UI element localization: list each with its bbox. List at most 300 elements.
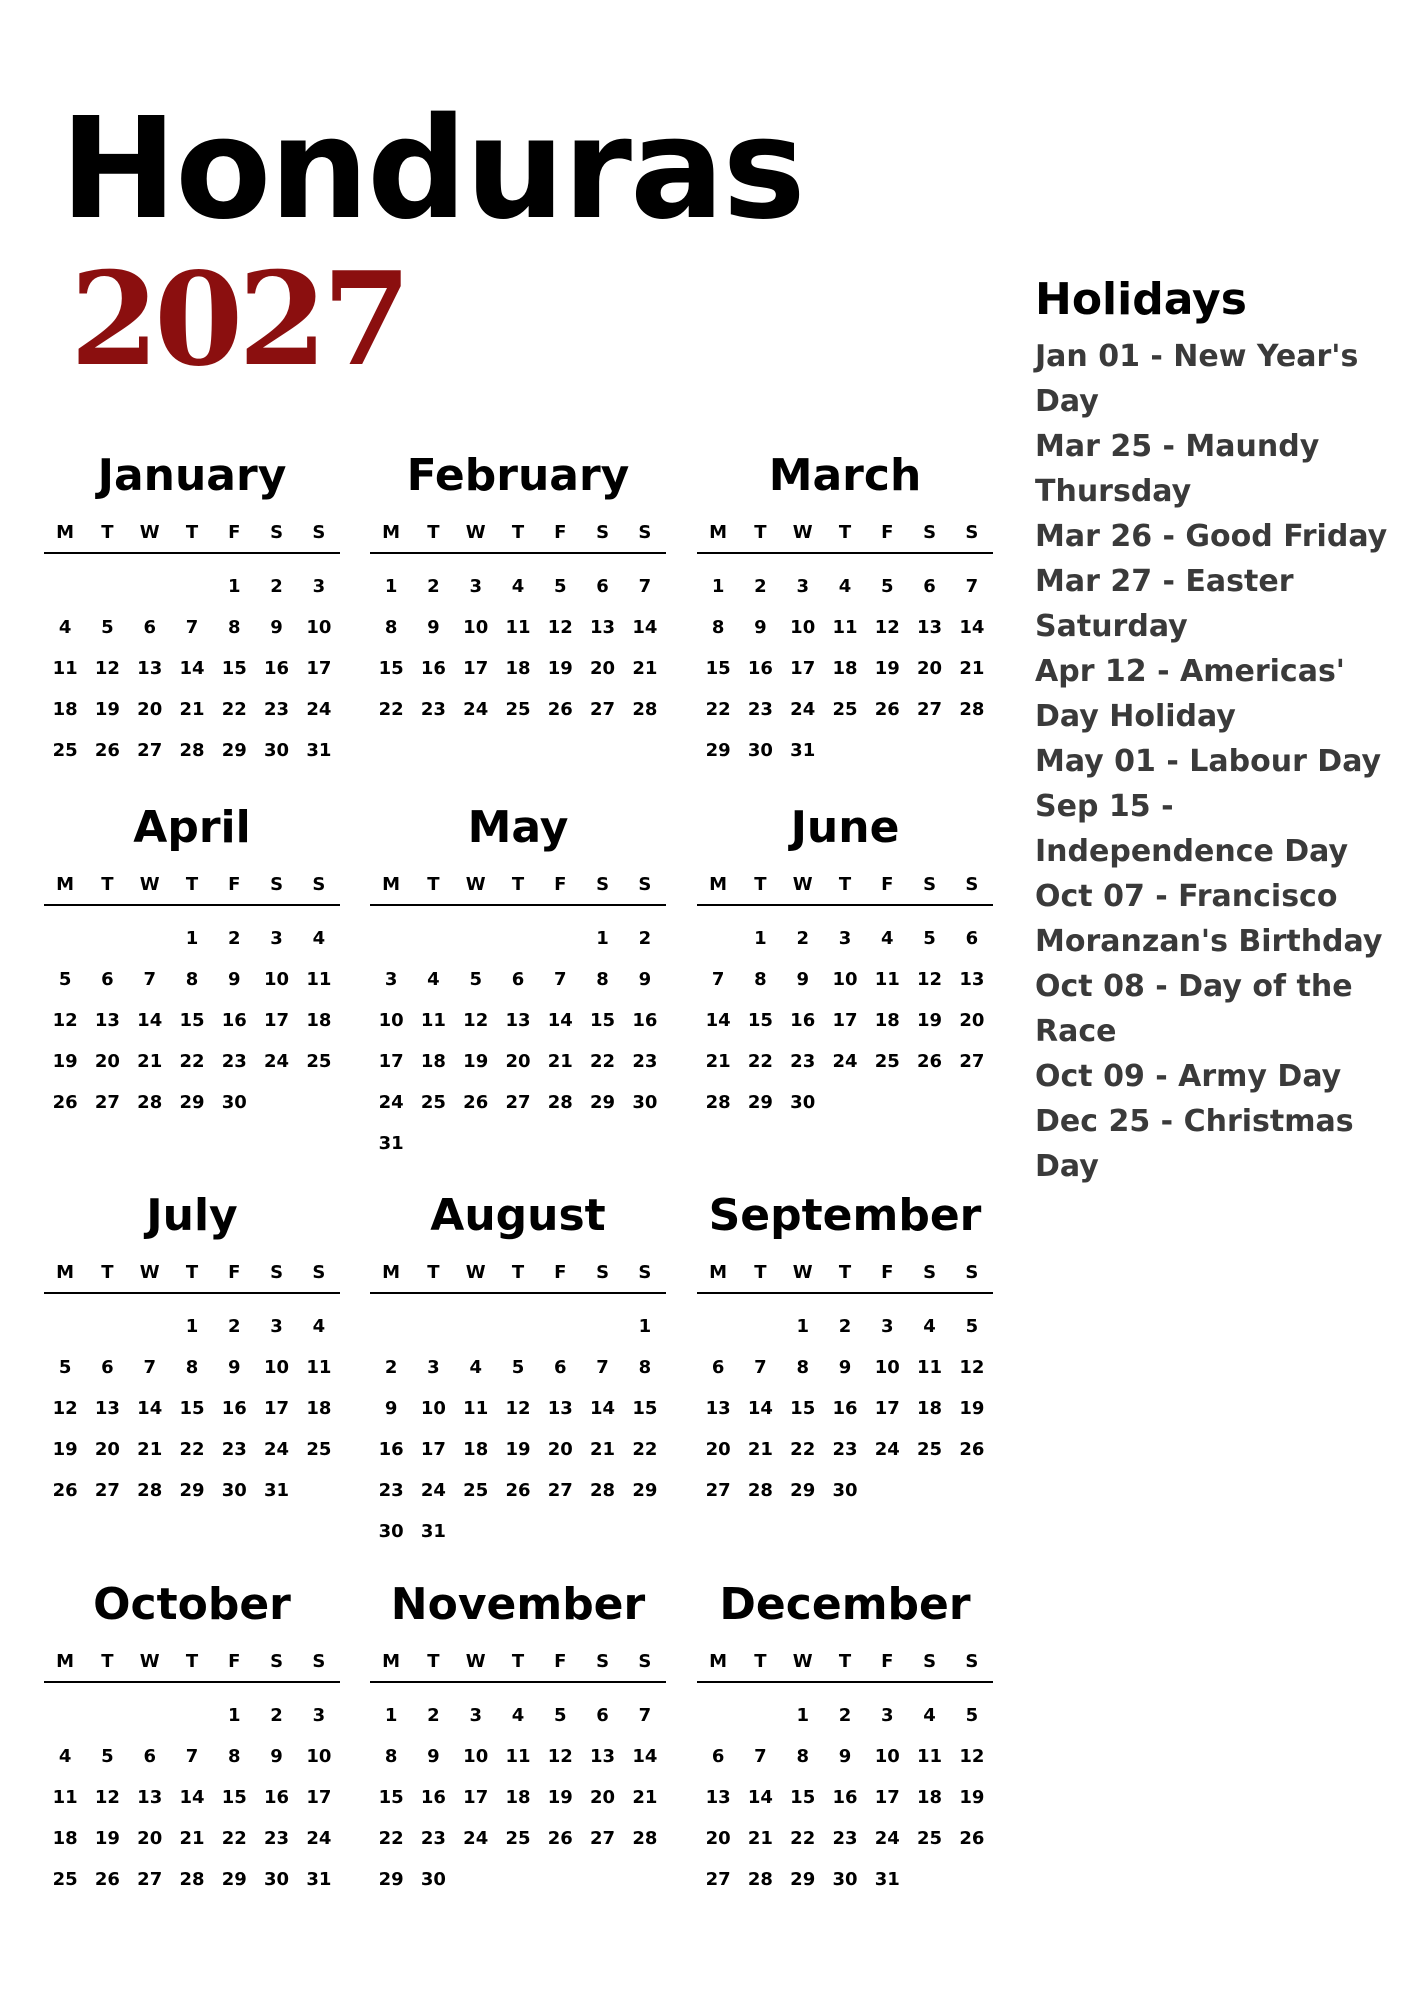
- day-cell: 31: [306, 1869, 332, 1890]
- weekday-label: M: [709, 1651, 728, 1672]
- day-cell: 17: [420, 1439, 446, 1460]
- day-cell: 9: [638, 969, 652, 990]
- day-cell: 24: [832, 1051, 858, 1072]
- day-cell: 13: [590, 1746, 616, 1767]
- day-cell: 23: [832, 1828, 858, 1849]
- month-name: January: [97, 450, 287, 501]
- weekday-label: W: [465, 1262, 486, 1283]
- day-cell: 13: [137, 658, 163, 679]
- day-cell: 25: [52, 740, 78, 761]
- weekday-label: S: [312, 1262, 326, 1283]
- holiday-item: May 01 - Labour Day: [1035, 744, 1382, 779]
- month-name: April: [133, 802, 251, 853]
- day-cell: 4: [923, 1705, 936, 1726]
- weekday-label: S: [270, 874, 284, 895]
- day-cell: 23: [264, 1828, 290, 1849]
- day-cell: 12: [917, 969, 943, 990]
- day-cell: 26: [52, 1480, 78, 1501]
- day-cell: 24: [420, 1480, 446, 1501]
- day-cell: 15: [221, 658, 247, 679]
- day-cell: 8: [796, 1357, 809, 1378]
- day-cell: 23: [378, 1480, 404, 1501]
- day-cell: 29: [705, 740, 731, 761]
- day-cell: 13: [94, 1010, 120, 1031]
- day-cell: 30: [747, 740, 773, 761]
- month-december: [697, 1577, 993, 1900]
- weekday-label: F: [228, 874, 241, 895]
- weekday-label: S: [923, 874, 937, 895]
- day-cell: 13: [705, 1787, 731, 1808]
- day-cell: 14: [747, 1398, 773, 1419]
- day-cell: 22: [378, 699, 404, 720]
- day-cell: 30: [420, 1869, 446, 1890]
- day-cell: 3: [469, 576, 482, 597]
- days-grid: [44, 918, 340, 1123]
- day-cell: 13: [705, 1398, 731, 1419]
- day-cell: 26: [917, 1051, 943, 1072]
- day-cell: 25: [52, 1869, 78, 1890]
- day-cell: 4: [511, 1705, 525, 1726]
- day-cell: 3: [312, 1705, 326, 1726]
- day-cell: 20: [137, 1828, 163, 1849]
- day-cell: 6: [143, 1746, 156, 1767]
- empty-day-cell: [370, 918, 412, 959]
- weekday-label: T: [101, 1262, 114, 1283]
- day-cell: 18: [52, 699, 78, 720]
- day-cell: 3: [312, 576, 326, 597]
- weekday-label: T: [101, 522, 114, 543]
- weekday-label: W: [465, 522, 486, 543]
- day-cell: 9: [838, 1357, 852, 1378]
- day-cell: 5: [58, 1357, 72, 1378]
- weekday-label: T: [185, 1262, 199, 1283]
- day-cell: 28: [179, 740, 205, 761]
- day-cell: 26: [94, 740, 120, 761]
- day-cell: 9: [270, 617, 283, 638]
- day-cell: 11: [306, 969, 332, 990]
- day-cell: 7: [754, 1746, 767, 1767]
- day-cell: 20: [705, 1439, 731, 1460]
- day-cell: 4: [838, 576, 852, 597]
- weekday-label: W: [139, 1262, 160, 1283]
- holiday-item: Dec 25 - Christmas Day: [1035, 1104, 1354, 1184]
- day-cell: 26: [463, 1092, 489, 1113]
- day-cell: 15: [179, 1010, 205, 1031]
- day-cell: 24: [463, 1828, 489, 1849]
- day-cell: 27: [590, 699, 616, 720]
- weekday-label: M: [382, 874, 401, 895]
- day-cell: 10: [378, 1010, 404, 1031]
- day-cell: 16: [747, 658, 773, 679]
- day-cell: 18: [917, 1787, 943, 1808]
- empty-day-cell: [129, 1695, 171, 1736]
- weekday-label: F: [554, 1651, 567, 1672]
- weekday-header: [370, 1262, 666, 1294]
- day-cell: 15: [632, 1398, 658, 1419]
- month-november: [370, 1577, 666, 1900]
- day-cell: 21: [632, 658, 658, 679]
- day-cell: 19: [959, 1398, 985, 1419]
- day-cell: 15: [590, 1010, 616, 1031]
- day-cell: 10: [463, 1746, 489, 1767]
- day-cell: 18: [874, 1010, 900, 1031]
- weekday-label: T: [101, 1651, 114, 1672]
- month-august: [370, 1188, 666, 1552]
- day-cell: 24: [306, 699, 332, 720]
- day-cell: 5: [965, 1316, 979, 1337]
- day-cell: 10: [420, 1398, 446, 1419]
- day-cell: 14: [547, 1010, 573, 1031]
- month-september: [697, 1188, 993, 1511]
- day-cell: 16: [221, 1010, 247, 1031]
- day-cell: 17: [264, 1398, 290, 1419]
- day-cell: 25: [306, 1439, 332, 1460]
- weekday-label: S: [596, 522, 610, 543]
- month-name: July: [146, 1190, 238, 1241]
- month-may: [370, 800, 666, 1164]
- empty-day-cell: [86, 1306, 128, 1347]
- day-cell: 29: [747, 1092, 773, 1113]
- weekday-label: S: [270, 1262, 284, 1283]
- holiday-item: Oct 08 - Day of the Race: [1035, 969, 1353, 1049]
- weekday-label: M: [56, 1651, 75, 1672]
- day-cell: 14: [137, 1398, 163, 1419]
- day-cell: 27: [94, 1480, 120, 1501]
- day-cell: 2: [427, 1705, 440, 1726]
- days-grid: [697, 1306, 993, 1511]
- weekday-label: M: [56, 1262, 75, 1283]
- day-cell: 14: [705, 1010, 731, 1031]
- day-cell: 22: [378, 1828, 404, 1849]
- empty-day-cell: [739, 1695, 781, 1736]
- empty-day-cell: [539, 1306, 581, 1347]
- day-cell: 26: [547, 1828, 573, 1849]
- day-cell: 3: [881, 1705, 894, 1726]
- day-cell: 23: [420, 699, 446, 720]
- day-cell: 9: [270, 1746, 283, 1767]
- day-cell: 16: [378, 1439, 404, 1460]
- weekday-label: W: [792, 874, 813, 895]
- day-cell: 17: [306, 1787, 332, 1808]
- day-cell: 2: [838, 1316, 852, 1337]
- day-cell: 2: [838, 1705, 852, 1726]
- day-cell: 27: [590, 1828, 616, 1849]
- day-cell: 28: [705, 1092, 731, 1113]
- weekday-label: M: [709, 874, 728, 895]
- day-cell: 21: [747, 1439, 773, 1460]
- day-cell: 24: [378, 1092, 404, 1113]
- day-cell: 25: [874, 1051, 900, 1072]
- weekday-label: F: [881, 874, 894, 895]
- day-cell: 2: [270, 576, 283, 597]
- weekday-header: [44, 874, 340, 906]
- weekday-label: S: [638, 874, 652, 895]
- days-grid: [370, 1695, 666, 1900]
- weekday-label: S: [596, 874, 610, 895]
- day-cell: 30: [632, 1092, 658, 1113]
- empty-day-cell: [86, 1695, 128, 1736]
- day-cell: 12: [959, 1746, 985, 1767]
- day-cell: 16: [221, 1398, 247, 1419]
- weekday-label: F: [554, 1262, 567, 1283]
- month-april: [44, 800, 340, 1123]
- day-cell: 29: [790, 1480, 816, 1501]
- day-cell: 19: [52, 1051, 78, 1072]
- weekday-header: [370, 1651, 666, 1683]
- weekday-label: T: [185, 1651, 199, 1672]
- day-cell: 27: [547, 1480, 573, 1501]
- day-cell: 2: [638, 928, 652, 949]
- weekday-label: T: [511, 1262, 525, 1283]
- weekday-label: F: [228, 1262, 241, 1283]
- weekday-label: S: [312, 522, 326, 543]
- weekday-label: T: [427, 522, 440, 543]
- day-cell: 26: [547, 699, 573, 720]
- day-cell: 5: [58, 969, 72, 990]
- weekday-header: [44, 522, 340, 554]
- day-cell: 4: [511, 576, 525, 597]
- month-name: May: [467, 802, 569, 853]
- day-cell: 14: [632, 1746, 658, 1767]
- weekday-label: M: [56, 522, 75, 543]
- day-cell: 4: [427, 969, 440, 990]
- day-cell: 18: [505, 1787, 531, 1808]
- day-cell: 8: [754, 969, 767, 990]
- day-cell: 9: [796, 969, 809, 990]
- weekday-label: S: [312, 874, 326, 895]
- day-cell: 18: [917, 1398, 943, 1419]
- day-cell: 13: [505, 1010, 531, 1031]
- day-cell: 14: [959, 617, 985, 638]
- day-cell: 4: [58, 1746, 72, 1767]
- day-cell: 12: [52, 1010, 78, 1031]
- day-cell: 20: [917, 658, 943, 679]
- day-cell: 21: [747, 1828, 773, 1849]
- day-cell: 12: [874, 617, 900, 638]
- day-cell: 10: [790, 617, 816, 638]
- day-cell: 29: [378, 1869, 404, 1890]
- weekday-label: S: [965, 874, 979, 895]
- day-cell: 3: [881, 1316, 894, 1337]
- weekday-label: S: [638, 1651, 652, 1672]
- day-cell: 22: [179, 1439, 205, 1460]
- empty-day-cell: [86, 918, 128, 959]
- day-cell: 20: [94, 1051, 120, 1072]
- calendar-title: Honduras: [60, 88, 804, 251]
- day-cell: 19: [463, 1051, 489, 1072]
- day-cell: 31: [264, 1480, 290, 1501]
- weekday-label: W: [465, 874, 486, 895]
- day-cell: 17: [463, 658, 489, 679]
- day-cell: 22: [790, 1828, 816, 1849]
- day-cell: 16: [420, 658, 446, 679]
- calendar-year: 2027: [70, 245, 407, 395]
- month-name: June: [790, 802, 900, 853]
- day-cell: 18: [505, 658, 531, 679]
- days-grid: [697, 566, 993, 771]
- day-cell: 22: [705, 699, 731, 720]
- day-cell: 31: [306, 740, 332, 761]
- day-cell: 7: [185, 617, 199, 638]
- month-february: [370, 448, 666, 730]
- day-cell: 11: [52, 1787, 78, 1808]
- weekday-label: F: [554, 874, 567, 895]
- day-cell: 28: [632, 1828, 658, 1849]
- day-cell: 11: [874, 969, 900, 990]
- day-cell: 12: [547, 1746, 573, 1767]
- holiday-item: Oct 09 - Army Day: [1035, 1059, 1342, 1094]
- day-cell: 9: [228, 969, 241, 990]
- day-cell: 15: [221, 1787, 247, 1808]
- day-cell: 1: [638, 1316, 652, 1337]
- day-cell: 29: [179, 1092, 205, 1113]
- day-cell: 19: [52, 1439, 78, 1460]
- day-cell: 5: [554, 1705, 567, 1726]
- weekday-label: M: [709, 1262, 728, 1283]
- month-name: November: [390, 1579, 646, 1630]
- day-cell: 19: [959, 1787, 985, 1808]
- empty-day-cell: [412, 1306, 454, 1347]
- day-cell: 5: [554, 576, 567, 597]
- day-cell: 24: [790, 699, 816, 720]
- day-cell: 11: [52, 658, 78, 679]
- day-cell: 23: [632, 1051, 658, 1072]
- day-cell: 19: [505, 1439, 531, 1460]
- day-cell: 8: [228, 617, 241, 638]
- month-name: February: [406, 450, 630, 501]
- day-cell: 1: [185, 928, 199, 949]
- day-cell: 17: [874, 1398, 900, 1419]
- day-cell: 12: [547, 617, 573, 638]
- weekday-label: W: [465, 1651, 486, 1672]
- day-cell: 2: [228, 1316, 241, 1337]
- day-cell: 13: [959, 969, 985, 990]
- day-cell: 30: [264, 740, 290, 761]
- day-cell: 5: [101, 617, 114, 638]
- day-cell: 16: [790, 1010, 816, 1031]
- day-cell: 10: [463, 617, 489, 638]
- day-cell: 11: [306, 1357, 332, 1378]
- day-cell: 10: [306, 1746, 332, 1767]
- weekday-label: S: [923, 1651, 937, 1672]
- day-cell: 15: [179, 1398, 205, 1419]
- day-cell: 29: [179, 1480, 205, 1501]
- day-cell: 25: [306, 1051, 332, 1072]
- day-cell: 4: [58, 617, 72, 638]
- day-cell: 14: [179, 658, 205, 679]
- day-cell: 26: [52, 1092, 78, 1113]
- day-cell: 27: [917, 699, 943, 720]
- day-cell: 30: [221, 1092, 247, 1113]
- weekday-header: [697, 874, 993, 906]
- weekday-label: F: [881, 1651, 894, 1672]
- day-cell: 29: [790, 1869, 816, 1890]
- weekday-label: S: [312, 1651, 326, 1672]
- day-cell: 3: [270, 1316, 283, 1337]
- day-cell: 8: [185, 1357, 199, 1378]
- day-cell: 1: [384, 576, 398, 597]
- weekday-header: [697, 1262, 993, 1294]
- day-cell: 22: [632, 1439, 658, 1460]
- day-cell: 8: [185, 969, 199, 990]
- day-cell: 14: [179, 1787, 205, 1808]
- weekday-label: F: [881, 522, 894, 543]
- day-cell: 12: [959, 1357, 985, 1378]
- weekday-label: S: [923, 1262, 937, 1283]
- day-cell: 1: [754, 928, 767, 949]
- weekday-label: S: [596, 1651, 610, 1672]
- weekday-label: W: [792, 1262, 813, 1283]
- day-cell: 8: [596, 969, 609, 990]
- month-june: [697, 800, 993, 1123]
- day-cell: 24: [874, 1439, 900, 1460]
- day-cell: 30: [378, 1521, 404, 1542]
- days-grid: [44, 1695, 340, 1900]
- weekday-label: T: [754, 1651, 767, 1672]
- day-cell: 28: [747, 1480, 773, 1501]
- day-cell: 2: [796, 928, 809, 949]
- day-cell: 23: [264, 699, 290, 720]
- day-cell: 11: [420, 1010, 446, 1031]
- weekday-label: M: [56, 874, 75, 895]
- day-cell: 8: [711, 617, 725, 638]
- day-cell: 26: [505, 1480, 531, 1501]
- holiday-item: Sep 15 - Independence Day: [1035, 789, 1349, 869]
- weekday-label: M: [709, 522, 728, 543]
- day-cell: 20: [705, 1828, 731, 1849]
- day-cell: 13: [137, 1787, 163, 1808]
- weekday-label: W: [139, 874, 160, 895]
- weekday-label: M: [382, 1651, 401, 1672]
- day-cell: 8: [796, 1746, 809, 1767]
- day-cell: 8: [638, 1357, 652, 1378]
- weekday-label: W: [792, 1651, 813, 1672]
- day-cell: 27: [705, 1480, 731, 1501]
- day-cell: 20: [590, 1787, 616, 1808]
- day-cell: 11: [505, 617, 531, 638]
- day-cell: 17: [264, 1010, 290, 1031]
- day-cell: 22: [179, 1051, 205, 1072]
- day-cell: 19: [917, 1010, 943, 1031]
- weekday-label: S: [638, 522, 652, 543]
- day-cell: 17: [832, 1010, 858, 1031]
- day-cell: 7: [711, 969, 725, 990]
- day-cell: 21: [137, 1439, 163, 1460]
- day-cell: 17: [378, 1051, 404, 1072]
- day-cell: 5: [101, 1746, 114, 1767]
- day-cell: 22: [790, 1439, 816, 1460]
- day-cell: 8: [384, 1746, 398, 1767]
- empty-day-cell: [412, 918, 454, 959]
- day-cell: 30: [264, 1869, 290, 1890]
- day-cell: 6: [711, 1746, 725, 1767]
- day-cell: 25: [505, 699, 531, 720]
- day-cell: 1: [228, 1705, 241, 1726]
- weekday-label: M: [382, 522, 401, 543]
- empty-day-cell: [129, 1306, 171, 1347]
- day-cell: 11: [917, 1357, 943, 1378]
- weekday-header: [370, 522, 666, 554]
- holidays-panel: [1035, 270, 1405, 1189]
- holiday-item: Oct 07 - Francisco Moranzan's Birthday: [1035, 879, 1383, 959]
- day-cell: 3: [427, 1357, 440, 1378]
- day-cell: 13: [917, 617, 943, 638]
- day-cell: 6: [596, 1705, 609, 1726]
- day-cell: 2: [228, 928, 241, 949]
- days-grid: [697, 1695, 993, 1900]
- day-cell: 13: [590, 617, 616, 638]
- empty-day-cell: [697, 1695, 739, 1736]
